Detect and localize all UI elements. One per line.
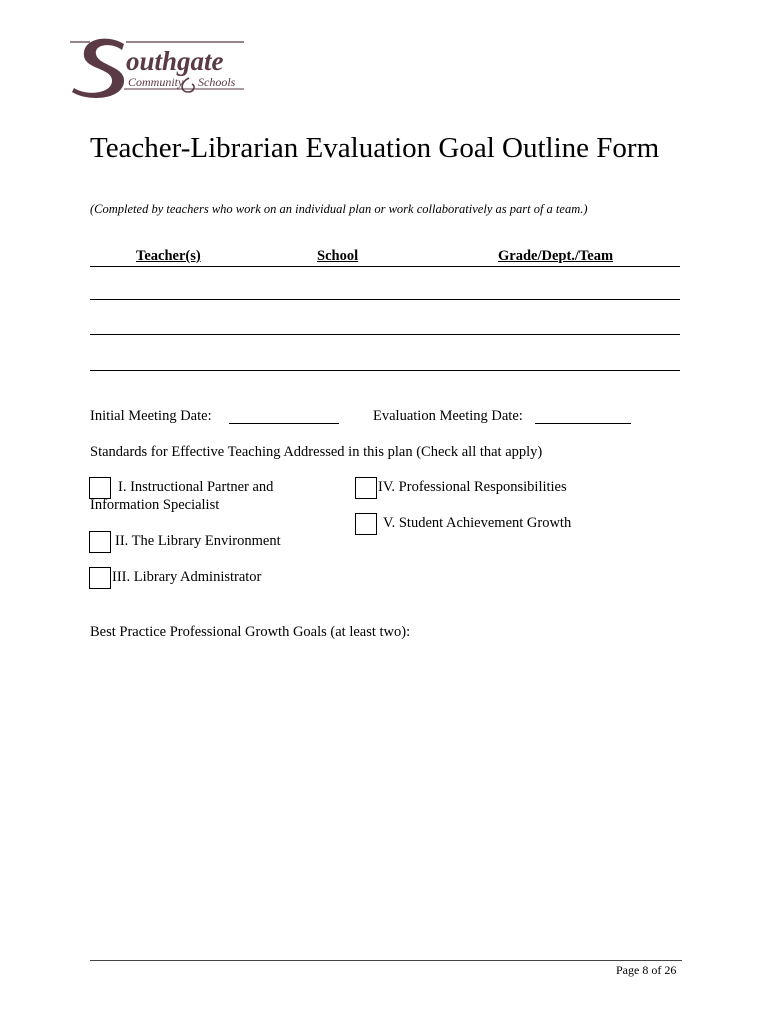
standard-3-checkbox[interactable] (89, 567, 111, 589)
standard-1-label: I. Instructional Partner and (118, 479, 274, 495)
footer-divider (90, 960, 682, 961)
page-number: Page 8 of 26 (616, 963, 677, 977)
standard-2-checkbox[interactable] (89, 531, 111, 553)
standard-1-checkbox[interactable] (89, 477, 111, 499)
page-title: Teacher-Librarian Evaluation Goal Outline Form (90, 132, 660, 164)
entry-line-2[interactable] (90, 334, 680, 335)
standard-4-checkbox[interactable] (355, 477, 377, 499)
growth-goals-label: Best Practice Professional Growth Goals (at least two): (90, 624, 411, 640)
growth-goals-area[interactable] (90, 650, 680, 940)
standard-3-label: III. Library Administrator (112, 569, 262, 585)
standard-1-label-continued: Information Specialist (90, 497, 220, 513)
evaluation-meeting-date-field[interactable] (535, 423, 631, 424)
teachers-column-label: Teacher(s) (136, 248, 201, 264)
standard-5-checkbox[interactable] (355, 513, 377, 535)
standards-prompt: Standards for Effective Teaching Addressed in this plan (Check all that apply) (90, 444, 543, 460)
initial-meeting-date-label: Initial Meeting Date: (90, 408, 212, 424)
standard-2-label: II. The Library Environment (115, 533, 281, 549)
logo-wordmark: outhgate (126, 46, 224, 76)
participant-header-row (90, 250, 680, 267)
standard-4-label: IV. Professional Responsibilities (378, 479, 567, 495)
school-column-label: School (317, 248, 359, 264)
standard-5-label: V. Student Achievement Growth (383, 515, 572, 531)
evaluation-meeting-date-label: Evaluation Meeting Date: (373, 408, 523, 424)
logo-schools: Schools (198, 75, 236, 89)
grade-column-label: Grade/Dept./Team (498, 248, 614, 264)
form-subtitle: (Completed by teachers who work on an individual plan or work collaboratively as part of a team.) (90, 202, 588, 216)
initial-meeting-date-field[interactable] (229, 423, 339, 424)
entry-line-3[interactable] (90, 370, 680, 371)
southgate-logo (68, 30, 248, 102)
logo-community: Community (128, 75, 184, 89)
entry-line-1[interactable] (90, 299, 680, 300)
